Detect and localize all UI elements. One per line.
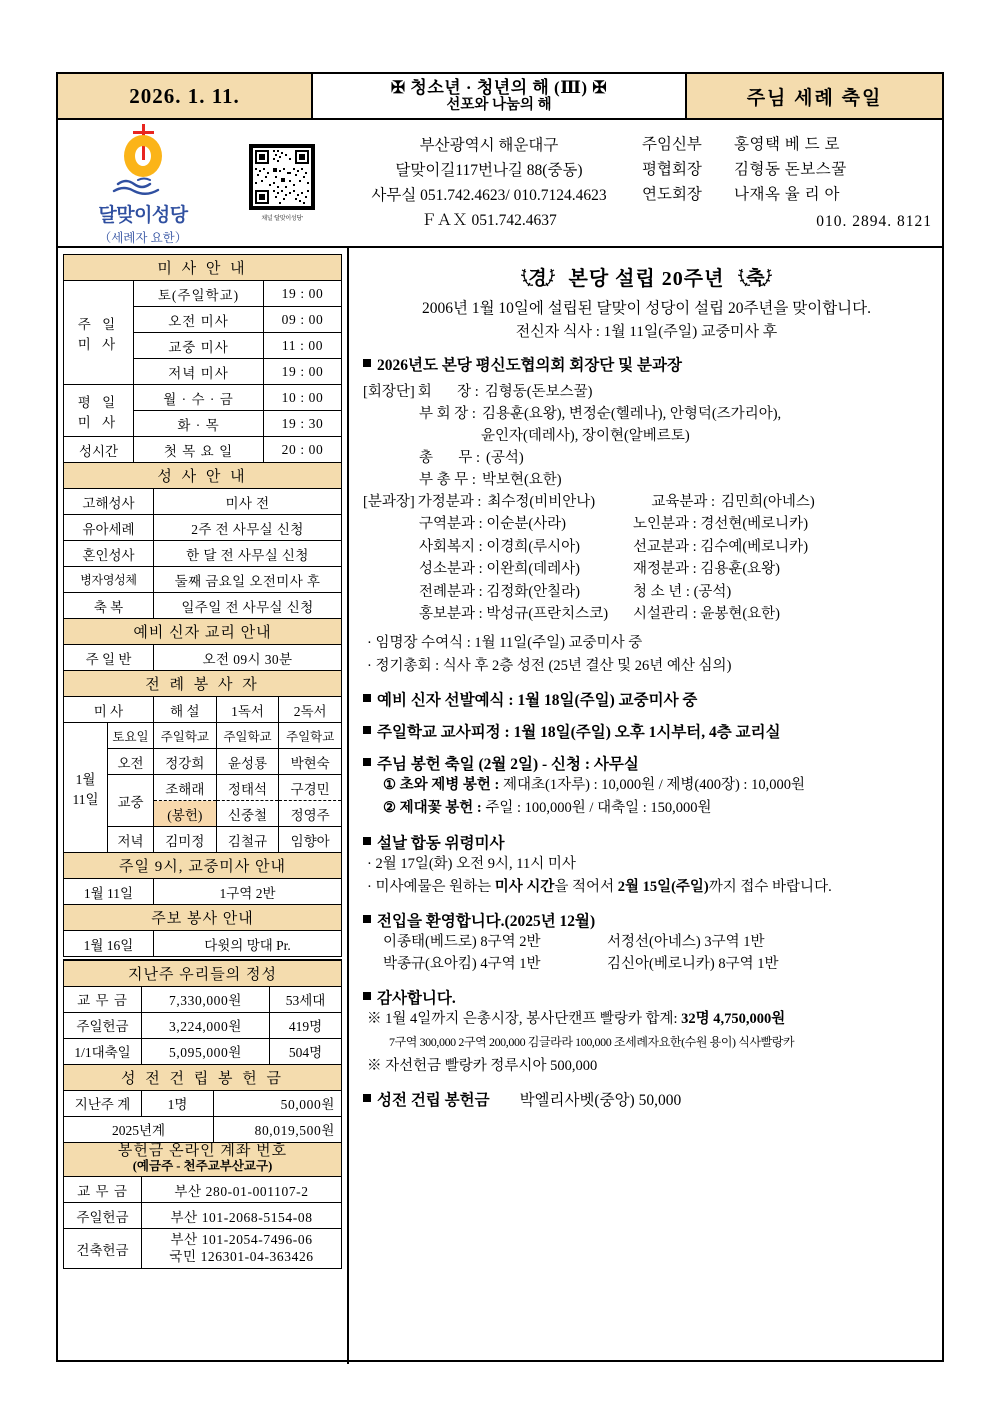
offering-amount: 7,330,000원 bbox=[142, 986, 270, 1012]
parish-address bbox=[336, 133, 642, 233]
col-header-reading1: 1독서 bbox=[216, 697, 279, 723]
fax-number: ＦＡＸ 051.742.4637 bbox=[421, 212, 557, 230]
sacrament-label: 고해성사 bbox=[64, 489, 154, 515]
last-week-offering-title: 지난주 우리들의 정성 bbox=[64, 960, 342, 986]
mass-name: 토(주일학교) bbox=[134, 281, 264, 307]
liturgy-servers-title: 전 례 봉 사 자 bbox=[64, 671, 342, 697]
bullet-square-icon bbox=[363, 837, 371, 845]
sacrament-value: 일주일 전 사무실 신청 bbox=[154, 593, 342, 619]
board-name: 김형동(돈보스꿀) bbox=[484, 384, 593, 401]
mass-time: 19 : 00 bbox=[264, 281, 342, 307]
offering-amount: 3,224,000원 bbox=[142, 1012, 270, 1038]
qr-block bbox=[228, 144, 336, 222]
wreath-left-icon bbox=[521, 263, 555, 290]
sacraments-table bbox=[63, 462, 342, 619]
staff-name: 나재옥 율 리 아 bbox=[734, 186, 840, 203]
catechumen-value: 오전 09시 30분 bbox=[154, 645, 342, 671]
sunday-duty-title: 주일 9시, 교중미사 안내 bbox=[64, 853, 342, 879]
server-offertory: (봉헌) bbox=[154, 801, 217, 827]
qr-code-icon bbox=[249, 144, 315, 210]
server-mass: 토요일 bbox=[108, 723, 154, 749]
sunday-duty-table bbox=[63, 852, 342, 905]
bullet-square-icon bbox=[363, 1094, 371, 1102]
qr-caption: 채널 '달맞이성당' bbox=[261, 216, 303, 222]
division-role: 교육분과 : bbox=[651, 494, 716, 511]
anniversary-line1: 2006년 1월 10일에 설립된 달맞이 성당이 설립 20주년을 맞이합니다. bbox=[421, 300, 871, 317]
account-label: 교 무 금 bbox=[64, 1177, 142, 1203]
bulletin-date: 2026. 1. 11. bbox=[58, 74, 313, 118]
parish-logo bbox=[58, 120, 228, 246]
account-label: 건축헌금 bbox=[64, 1229, 142, 1269]
logo-mark-icon bbox=[113, 124, 173, 178]
building-fund-table bbox=[63, 1064, 342, 1143]
parish-patron: （세례자 요한） bbox=[98, 231, 188, 245]
division-left: 구역분과 : 이순분(사라) bbox=[419, 516, 567, 533]
bulletin-header bbox=[58, 74, 942, 120]
bullet-square-icon bbox=[363, 726, 371, 734]
catechumen-title: 예비 신자 교리 안내 bbox=[64, 619, 342, 645]
server-commentary: 정강희 bbox=[154, 749, 217, 775]
sunday-mass-label: 주 일 미 사 bbox=[64, 281, 134, 385]
sacraments-title: 성 사 안 내 bbox=[64, 463, 342, 489]
server-reading2: 박현숙 bbox=[279, 749, 342, 775]
wreath-right-icon bbox=[738, 263, 772, 290]
server-reading1: 정태석 bbox=[216, 775, 279, 801]
last-week-offering-table bbox=[63, 959, 342, 1065]
sacrament-label: 혼인성사 bbox=[64, 541, 154, 567]
bullet-square-icon bbox=[363, 915, 371, 923]
council-division-row bbox=[363, 603, 930, 625]
bulletin-duty-title: 주보 봉사 안내 bbox=[64, 905, 342, 931]
year-theme-line1: ✠ 청소년 · 청년의 해 (Ⅲ) ✠ bbox=[390, 78, 608, 98]
bullet-square-icon bbox=[363, 992, 371, 1000]
year-theme-line2: 선포와 나눔의 해 bbox=[446, 97, 552, 114]
offering-item-number: ① bbox=[383, 777, 396, 794]
mass-name: 월 · 수 · 금 bbox=[134, 385, 264, 411]
memorial-mass-heading: 설날 합동 위령미사 bbox=[363, 831, 930, 853]
staff-role: 평협회장 bbox=[642, 160, 702, 178]
offering-feast-item bbox=[363, 774, 930, 797]
board-tag: [회장단] bbox=[363, 384, 415, 401]
server-commentary: 조해래 bbox=[154, 775, 217, 801]
offering-item-number: ② bbox=[383, 800, 396, 817]
offering-amount: 5,095,000원 bbox=[142, 1038, 270, 1064]
right-column bbox=[349, 248, 942, 1364]
division-right: 시설관리 : 윤봉현(요한) bbox=[633, 606, 781, 623]
contact-phone: 010. 2894. 8121 bbox=[816, 213, 932, 231]
staff-row bbox=[642, 182, 936, 207]
announcement-catechumen-rite: 예비 신자 선발예식 : 1월 18일(주일) 교중미사 중 bbox=[363, 688, 930, 710]
division-right: 재정분과 : 김용훈(요왕) bbox=[633, 561, 781, 578]
offering-count: 419명 bbox=[270, 1012, 342, 1038]
parish-name: 달맞이성당 bbox=[98, 205, 188, 226]
newcomer-left: 이종태(베드로) 8구역 2반 bbox=[383, 933, 541, 950]
account-number: 부산 101-2068-5154-08 bbox=[142, 1203, 342, 1229]
division-right: 선교분과 : 김수예(베로니카) bbox=[633, 538, 809, 555]
division-name: 최수정(비비안나) bbox=[487, 494, 596, 511]
server-reading2: 임향아 bbox=[279, 827, 342, 853]
bulletin-page bbox=[56, 72, 944, 1362]
wreath-right-char: 축 bbox=[746, 268, 765, 289]
board-role: 총 무 : bbox=[419, 450, 481, 467]
mass-name: 화 · 목 bbox=[134, 411, 264, 437]
catechumen-table bbox=[63, 618, 342, 671]
building-offering-line: 성전 건립 봉헌금 박엘리사벳(중앙) 50,000 bbox=[363, 1088, 930, 1110]
mass-name: 오전 미사 bbox=[134, 307, 264, 333]
office-phone: 사무실 051.742.4623/ 010.7124.4623 bbox=[371, 187, 607, 204]
address-line1: 부산광역시 해운대구 bbox=[419, 136, 559, 154]
thanks-note1-detail: 7구역 300,000 2구역 200,000 김글라라 100,000 조세례자요한(수원 용이) 식사빨랑카 bbox=[389, 1035, 795, 1050]
board-role: 부 총 무 : bbox=[419, 472, 476, 489]
account-label: 주일헌금 bbox=[64, 1203, 142, 1229]
board-name: 박보현(요한) bbox=[481, 472, 562, 489]
parish-staff bbox=[642, 132, 942, 234]
division-name: 김민희(아네스) bbox=[721, 494, 815, 511]
bulletin-duty-value: 다윗의 망대 Pr. bbox=[154, 931, 342, 957]
council-division-row bbox=[363, 536, 930, 558]
parish-info-band bbox=[58, 120, 942, 248]
offering-feast-item bbox=[363, 797, 930, 820]
board-role: 부 회 장 : bbox=[419, 406, 476, 423]
newcomer-row bbox=[363, 931, 930, 953]
mass-name: 저녁 미사 bbox=[134, 359, 264, 385]
newcomer-row bbox=[363, 953, 930, 975]
memorial-mass-line1: · 2월 17일(화) 오전 9시, 11시 미사 bbox=[367, 855, 576, 872]
offering-item-label: 제대꽃 봉헌 : bbox=[399, 800, 482, 817]
division-left: 전례분과 : 김정화(안칠라) bbox=[419, 583, 581, 600]
offering-item-detail: 주일 : 100,000원 / 대축일 : 150,000원 bbox=[481, 800, 712, 817]
board-role: 회 장 : bbox=[417, 384, 479, 401]
year-theme bbox=[313, 74, 687, 118]
server-reading2: 주일학교 bbox=[279, 723, 342, 749]
mass-time: 19 : 30 bbox=[264, 411, 342, 437]
sacrament-value: 미사 전 bbox=[154, 489, 342, 515]
offering-count: 53세대 bbox=[270, 986, 342, 1012]
bulletin-duty-date: 1월 16일 bbox=[64, 931, 154, 957]
holy-hour-time: 20 : 00 bbox=[264, 437, 342, 463]
server-commentary: 김미정 bbox=[154, 827, 217, 853]
mass-guide-table bbox=[63, 254, 342, 463]
division-role: 가정분과 : bbox=[417, 494, 482, 511]
col-header-commentary: 해 설 bbox=[154, 697, 217, 723]
memorial-mass-line2: · 미사예물은 원하는 미사 시간을 적어서 2월 15일(주일)까지 접수 바랍니다. bbox=[367, 878, 832, 895]
sacrament-label: 축 복 bbox=[64, 593, 154, 619]
bulletin-body bbox=[58, 248, 942, 1364]
holy-hour-day: 첫 목 요 일 bbox=[134, 437, 264, 463]
sunday-duty-value: 1구역 2반 bbox=[154, 879, 342, 905]
staff-row bbox=[642, 132, 936, 157]
staff-name: 김형동 돈보스꿀 bbox=[734, 160, 847, 178]
council-division-row bbox=[363, 513, 930, 535]
anniversary-title: 본당 설립 20주년 bbox=[568, 268, 725, 290]
ring-icon bbox=[124, 135, 162, 177]
wreath-left-char: 경 bbox=[528, 268, 547, 289]
sacrament-value: 둘째 금요일 오전미사 후 bbox=[154, 567, 342, 593]
server-mass: 오전 bbox=[108, 749, 154, 775]
server-reading1: 윤성룡 bbox=[216, 749, 279, 775]
division-left: 사회복지 : 이경희(루시아) bbox=[419, 538, 581, 555]
mass-time: 11 : 00 bbox=[264, 333, 342, 359]
mass-name: 교중 미사 bbox=[134, 333, 264, 359]
bullet-square-icon bbox=[363, 694, 371, 702]
bullet-square-icon bbox=[363, 758, 371, 766]
holy-hour-label: 성시간 bbox=[64, 437, 134, 463]
council-board-row bbox=[363, 425, 930, 447]
building-fund-title: 성 전 건 립 봉 헌 금 bbox=[64, 1064, 342, 1090]
council-division-row bbox=[363, 491, 930, 513]
division-right: 노인분과 : 경선현(베로니카) bbox=[633, 516, 809, 533]
thanks-note2: ※ 자선헌금 빨랑카 정루시아 500,000 bbox=[367, 1058, 598, 1075]
mass-time: 10 : 00 bbox=[264, 385, 342, 411]
building-fund-year-label: 2025년계 bbox=[64, 1116, 214, 1142]
offering-count: 504명 bbox=[270, 1038, 342, 1064]
building-fund-last-amount: 50,000원 bbox=[214, 1090, 342, 1116]
cross-horizontal-icon bbox=[133, 131, 154, 134]
server-mass: 저녁 bbox=[108, 827, 154, 853]
sacrament-value: 한 달 전 사무실 신청 bbox=[154, 541, 342, 567]
thanks-note1: ※ 1월 4일까지 은총시장, 봉사단캔프 빨랑카 합계: 32명 4,750,000원 bbox=[367, 1010, 786, 1027]
server-mass: 교중 bbox=[108, 775, 154, 827]
offering-item-detail: 제대초(1자루) : 10,000원 / 제병(400장) : 10,000원 bbox=[499, 777, 805, 794]
council-note: · 정기총회 : 식사 후 2층 성전 (25년 결산 및 26년 예산 심의) bbox=[367, 657, 732, 674]
server-commentary: 주일학교 bbox=[154, 723, 217, 749]
council-board-row bbox=[363, 447, 930, 469]
newcomers-heading: 전입을 환영합니다.(2025년 12월) bbox=[363, 909, 930, 931]
division-left: 성소분과 : 이완희(데레사) bbox=[419, 561, 581, 578]
staff-row bbox=[642, 157, 936, 182]
council-note: · 임명장 수여식 : 1월 11일(주일) 교중미사 중 bbox=[367, 634, 643, 651]
thanks-heading: 감사합니다. bbox=[363, 986, 930, 1008]
offering-label: 교 무 금 bbox=[64, 986, 142, 1012]
offering-item-label: 초와 제병 봉헌 : bbox=[399, 777, 500, 794]
mass-time: 09 : 00 bbox=[264, 307, 342, 333]
server-reading2: 정영주 bbox=[279, 801, 342, 827]
newcomer-right: 김신아(베로니카) 8구역 1반 bbox=[607, 956, 779, 973]
weekday-mass-label: 평 일 미 사 bbox=[64, 385, 134, 437]
left-column bbox=[58, 248, 349, 1364]
council-board-row bbox=[363, 381, 930, 403]
offering-label: 1/1대축일 bbox=[64, 1038, 142, 1064]
council-board-row bbox=[363, 403, 930, 425]
bank-accounts-table bbox=[63, 1142, 342, 1270]
bank-accounts-title: 봉헌금 온라인 계좌 번호 (예금주 - 천주교부산교구) bbox=[64, 1142, 342, 1177]
board-name: 윤인자(데레사), 장이현(알베르토) bbox=[481, 428, 690, 445]
building-fund-last-label: 지난주 계 bbox=[64, 1090, 142, 1116]
division-right: 청 소 년 : (공석) bbox=[633, 583, 732, 600]
server-reading2: 구경민 bbox=[279, 775, 342, 801]
announcement-teacher-retreat: 주일학교 교사피정 : 1월 18일(주일) 오후 1시부터, 4층 교리실 bbox=[363, 720, 930, 742]
board-name: 김용훈(요왕), 변정순(헬레나), 안형덕(즈가리아), bbox=[481, 406, 782, 423]
col-header-reading2: 2독서 bbox=[279, 697, 342, 723]
staff-role: 연도회장 bbox=[642, 186, 702, 203]
anniversary-banner bbox=[363, 262, 930, 291]
bulletin-duty-table bbox=[63, 904, 342, 957]
account-number: 부산 280-01-001107-2 bbox=[142, 1177, 342, 1203]
col-header-mass: 미 사 bbox=[64, 697, 154, 723]
mass-guide-title: 미 사 안 내 bbox=[64, 255, 342, 281]
server-reading1: 김철규 bbox=[216, 827, 279, 853]
address-line2: 달맞이길117번나길 88(중동) bbox=[395, 161, 583, 179]
staff-role: 주임신부 bbox=[642, 135, 702, 153]
building-fund-last-count: 1명 bbox=[142, 1090, 214, 1116]
account-number: 부산 101-2054-7496-06 국민 126301-04-363426 bbox=[142, 1229, 342, 1269]
anniversary-line2: 전신자 식사 : 1월 11일(주일) 교중미사 후 bbox=[515, 324, 778, 341]
board-name: (공석) bbox=[486, 450, 524, 467]
offering-label: 주일헌금 bbox=[64, 1012, 142, 1038]
division-left: 홍보분과 : 박성규(프란치스코) bbox=[419, 606, 609, 623]
council-board-row bbox=[363, 469, 930, 491]
bullet-square-icon bbox=[363, 359, 371, 367]
newcomer-right: 서정선(아네스) 3구역 1반 bbox=[607, 933, 765, 950]
division-tag: [분과장] bbox=[363, 494, 415, 511]
newcomer-left: 박종규(요아킴) 4구역 1반 bbox=[383, 956, 541, 973]
water-waves-icon bbox=[112, 176, 174, 198]
sacrament-label: 유아세례 bbox=[64, 515, 154, 541]
liturgy-servers-table bbox=[63, 670, 342, 853]
mass-time: 19 : 00 bbox=[264, 359, 342, 385]
offering-feast-heading: 주님 봉헌 축일 (2월 2일) - 신청 : 사무실 bbox=[363, 752, 930, 774]
staff-name: 홍영택 베 드 로 bbox=[734, 135, 840, 153]
council-section bbox=[363, 353, 930, 678]
sunday-duty-date: 1월 11일 bbox=[64, 879, 154, 905]
feast-title: 주님 세례 축일 bbox=[687, 74, 942, 118]
council-division-row bbox=[363, 581, 930, 603]
building-fund-year-amount: 80,019,500원 bbox=[214, 1116, 342, 1142]
server-date: 1월 11일 bbox=[64, 723, 108, 853]
council-division-row bbox=[363, 558, 930, 580]
sacrament-label: 병자영성체 bbox=[64, 567, 154, 593]
council-heading: 2026년도 본당 평신도협의회 회장단 및 분과장 bbox=[363, 353, 930, 375]
catechumen-label: 주 일 반 bbox=[64, 645, 154, 671]
server-reading1: 신중철 bbox=[216, 801, 279, 827]
sacrament-value: 2주 전 사무실 신청 bbox=[154, 515, 342, 541]
server-reading1: 주일학교 bbox=[216, 723, 279, 749]
